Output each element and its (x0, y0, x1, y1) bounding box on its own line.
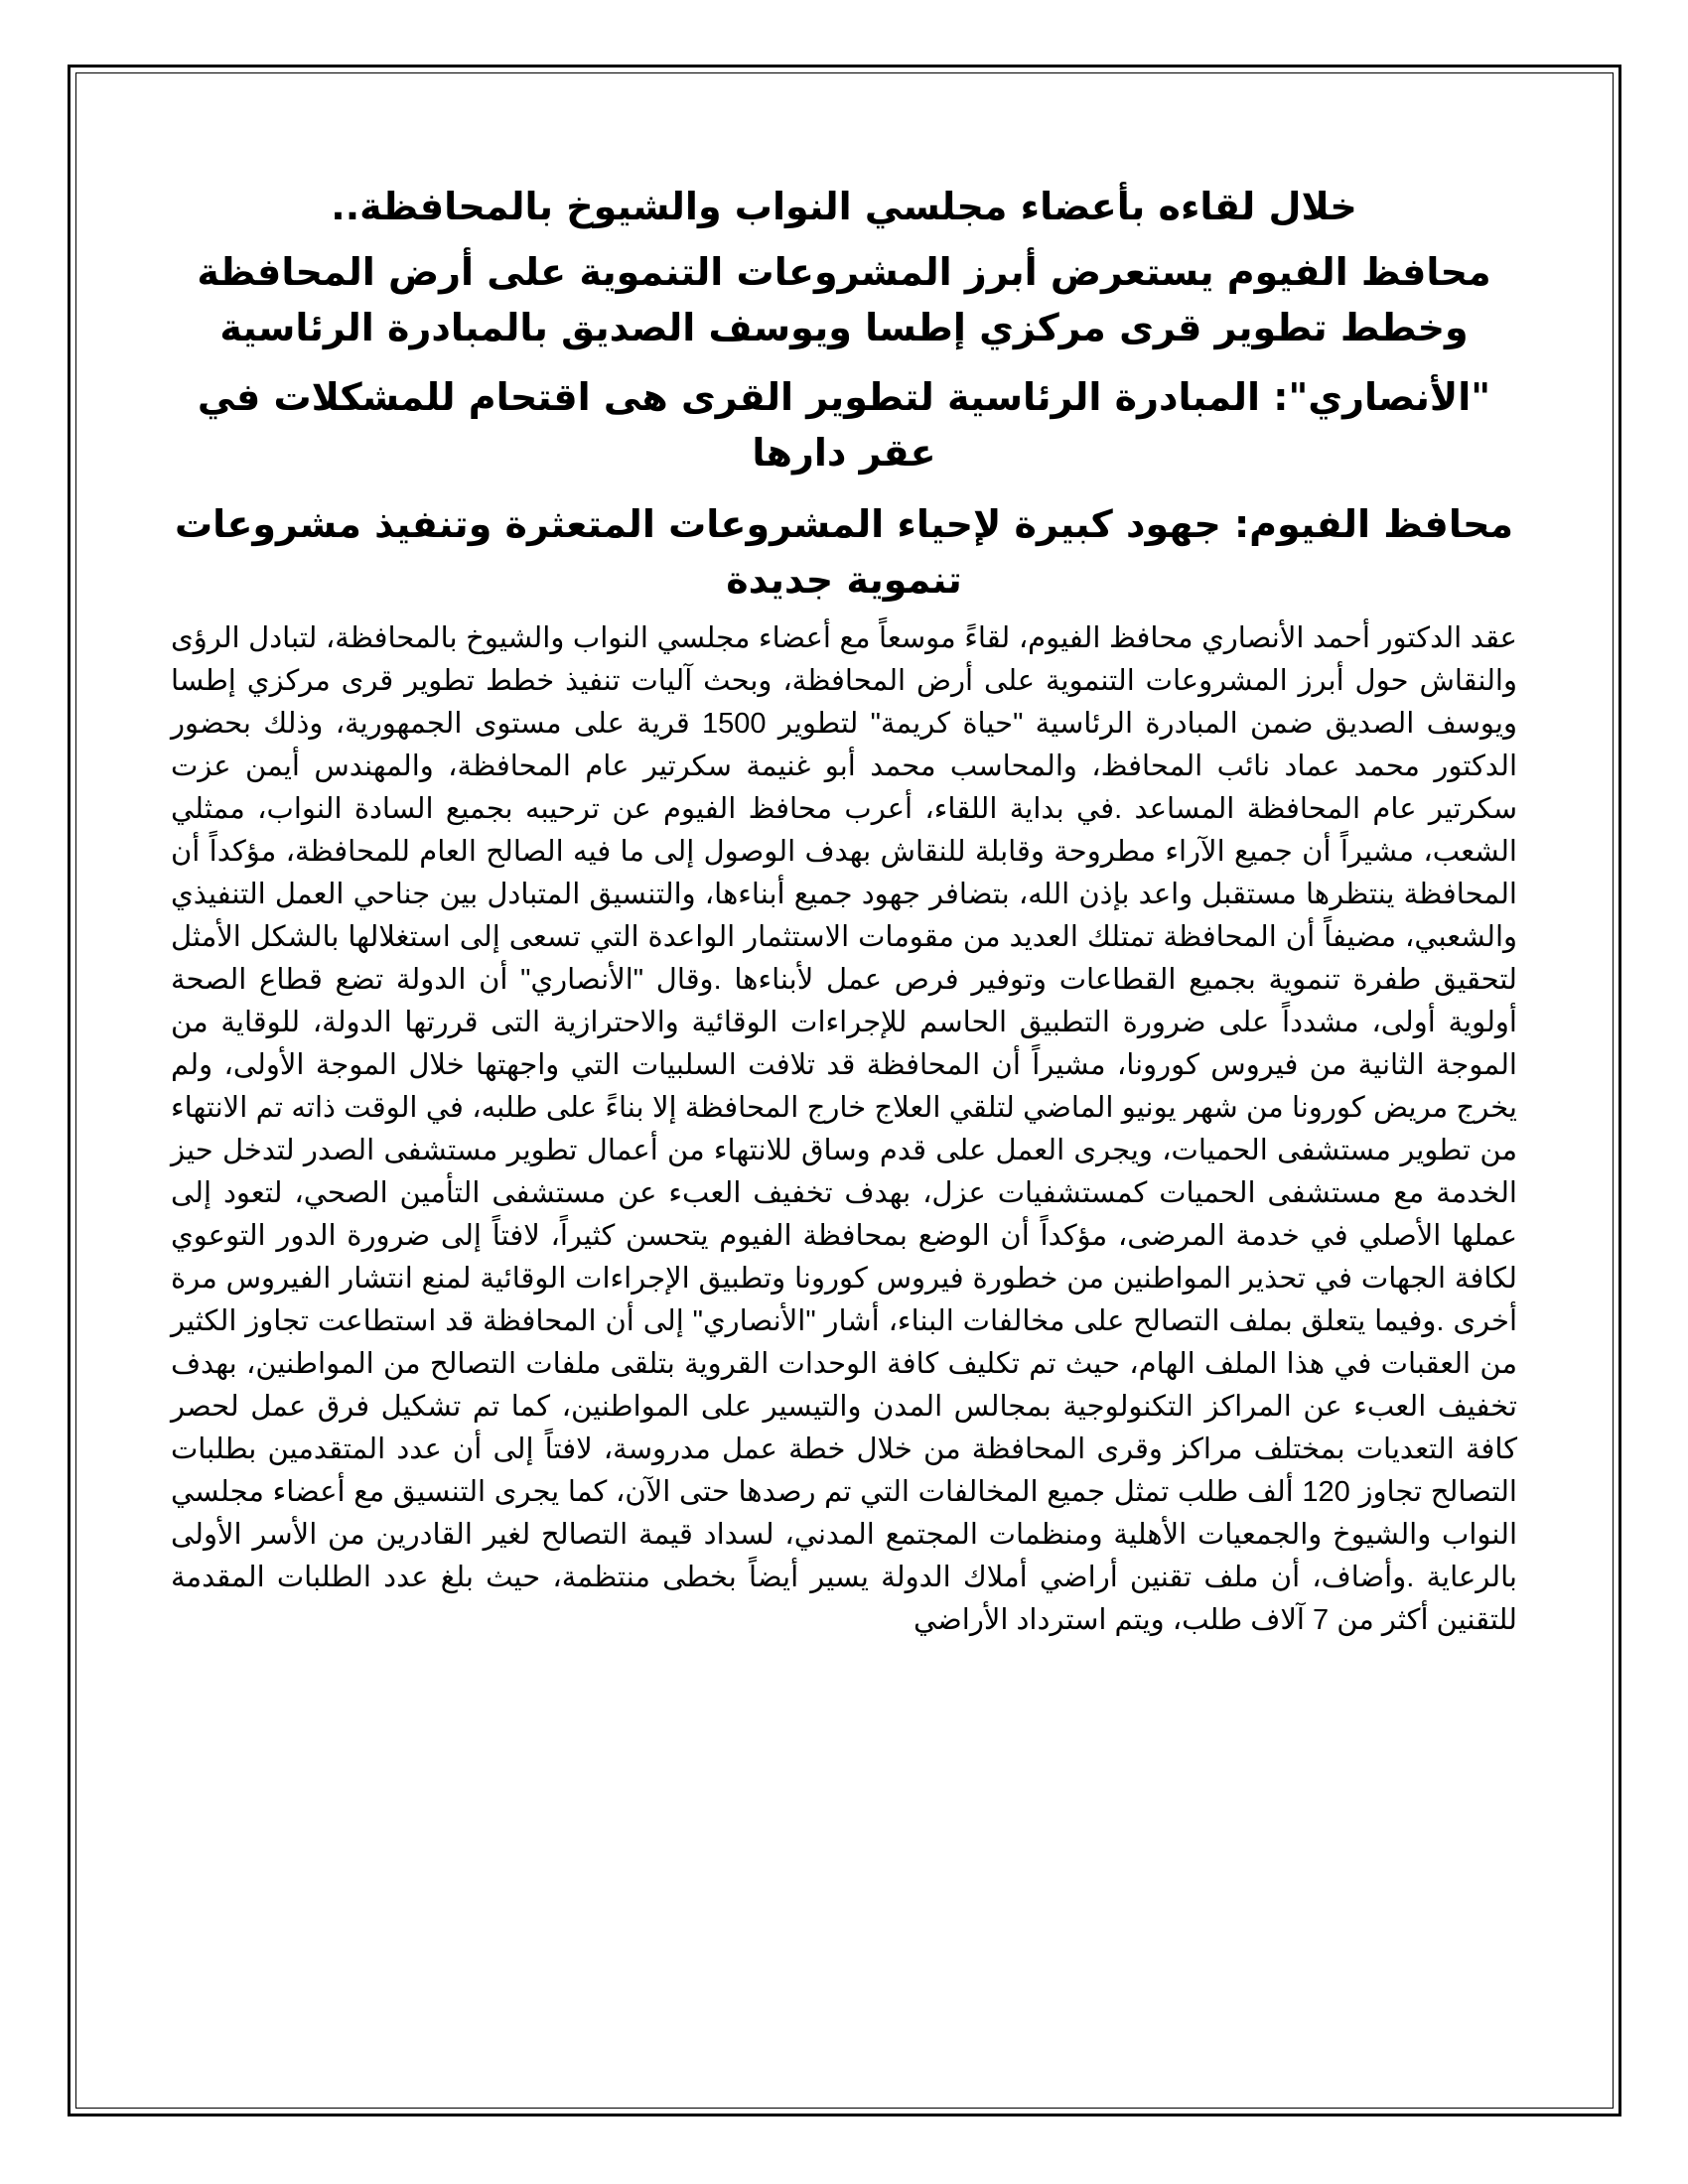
headline-main: محافظ الفيوم يستعرض أبرز المشروعات التنموية على أرض المحافظة وخطط تطوير قرى مركزي إطسا ويوسف الصديق بالمبادرة الرئاسية (197, 250, 1491, 349)
headline-intro: خلال لقاءه بأعضاء مجلسي النواب والشيوخ بالمحافظة.. (331, 185, 1357, 228)
article-body: عقد الدكتور أحمد الأنصاري محافظ الفيوم، لقاءً موسعاً مع أعضاء مجلسي النواب والشيوخ بالمحافظة، لتبادل الرؤى والنقاش حول أبرز المشروعات التنموية على أرض المحافظة، وبحث آليات تنفيذ خطط تطوير قرى مركزي إطسا ويوسف الصديق ضمن المبادرة الرئاسية "حياة كريمة" لتطوير 1500 قرية على مستوى الجمهورية، وذلك بحضور الدكتور محمد عماد نائب المحافظ، والمحاسب محمد أبو غنيمة سكرتير عام المحافظة، والمهندس أيمن عزت سكرتير عام المحافظة المساعد .في بداية اللقاء، أعرب محافظ الفيوم عن ترحيبه بجميع السادة النواب، ممثلي الشعب، مشيراً أن جميع الآراء مطروحة وقابلة للنقاش بهدف الوصول إلى ما فيه الصالح العام للمحافظة، مؤكداً أن المحافظة ينتظرها مستقبل واعد بإذن الله، بتضافر جهود جميع أبناءها، والتنسيق المتبادل بين جناحي العمل التنفيذي والشعبي، مضيفاً أن المحافظة تمتلك العديد من مقومات الاستثمار الواعدة التي تسعى إلى استغلالها بالشكل الأمثل لتحقيق طفرة تنموية بجميع القطاعات وتوفير فرص عمل لأبناءها .وقال "الأنصاري" أن الدولة تضع قطاع الصحة أولوية أولى، مشدداً على ضرورة التطبيق الحاسم للإجراءات الوقائية والاحترازية التى قررتها الدولة، للوقاية من الموجة الثانية من فيروس كورونا، مشيراً أن المحافظة قد تلافت السلبيات التي واجهتها خلال الموجة الأولى، ولم يخرج مريض كورونا من شهر يونيو الماضي لتلقي العلاج خارج المحافظة إلا بناءً على طلبه، في الوقت ذاته تم الانتهاء من تطوير مستشفى الحميات، ويجرى العمل على قدم وساق للانتهاء من أعمال تطوير مستشفى الصدر لتدخل حيز الخدمة مع مستشفى الحميات كمستشفيات عزل، بهدف تخفيف العبء عن مستشفى التأمين الصحي، لتعود إلى عملها الأصلي في خدمة المرضى، مؤكداً أن الوضع بمحافظة الفيوم يتحسن كثيراً، لافتاً إلى ضرورة الدور التوعوي لكافة الجهات في تحذير المواطنين من خطورة فيروس كورونا وتطبيق الإجراءات الوقائية لمنع انتشار الفيروس مرة أخرى .وفيما يتعلق بملف التصالح على مخالفات البناء، أشار "الأنصاري" إلى أن المحافظة قد استطاعت تجاوز الكثير من العقبات في هذا الملف الهام، حيث تم تكليف كافة الوحدات القروية بتلقى ملفات التصالح من المواطنين، بهدف تخفيف العبء عن المراكز التكنولوجية بمجالس المدن والتيسير على المواطنين، كما تم تشكيل فرق عمل لحصر كافة التعديات بمختلف مراكز وقرى المحافظة من خلال خطة عمل مدروسة، لافتاً إلى أن عدد المتقدمين بطلبات التصالح تجاوز 120 ألف طلب تمثل جميع المخالفات التي تم رصدها حتى الآن، كما يجرى التنسيق مع أعضاء مجلسي النواب والشيوخ والجمعيات الأهلية ومنظمات المجتمع المدني، لسداد قيمة التصالح لغير القادرين من الأسر الأولى بالرعاية .وأضاف، أن ملف تقنين أراضي أملاك الدولة يسير أيضاً بخطى منتظمة، حيث بلغ عدد الطلبات المقدمة للتقنين أكثر من 7 آلاف طلب، ويتم استرداد الأراضي (171, 622, 1517, 1636)
headline-secondary: محافظ الفيوم: جهود كبيرة لإحياء المشروعات المتعثرة وتنفيذ مشروعات تنموية جديدة (175, 502, 1513, 602)
headline-quote: "الأنصاري": المبادرة الرئاسية لتطوير القرى هى اقتحام للمشكلات في عقر دارها (197, 375, 1491, 475)
document-content (159, 179, 1529, 1642)
